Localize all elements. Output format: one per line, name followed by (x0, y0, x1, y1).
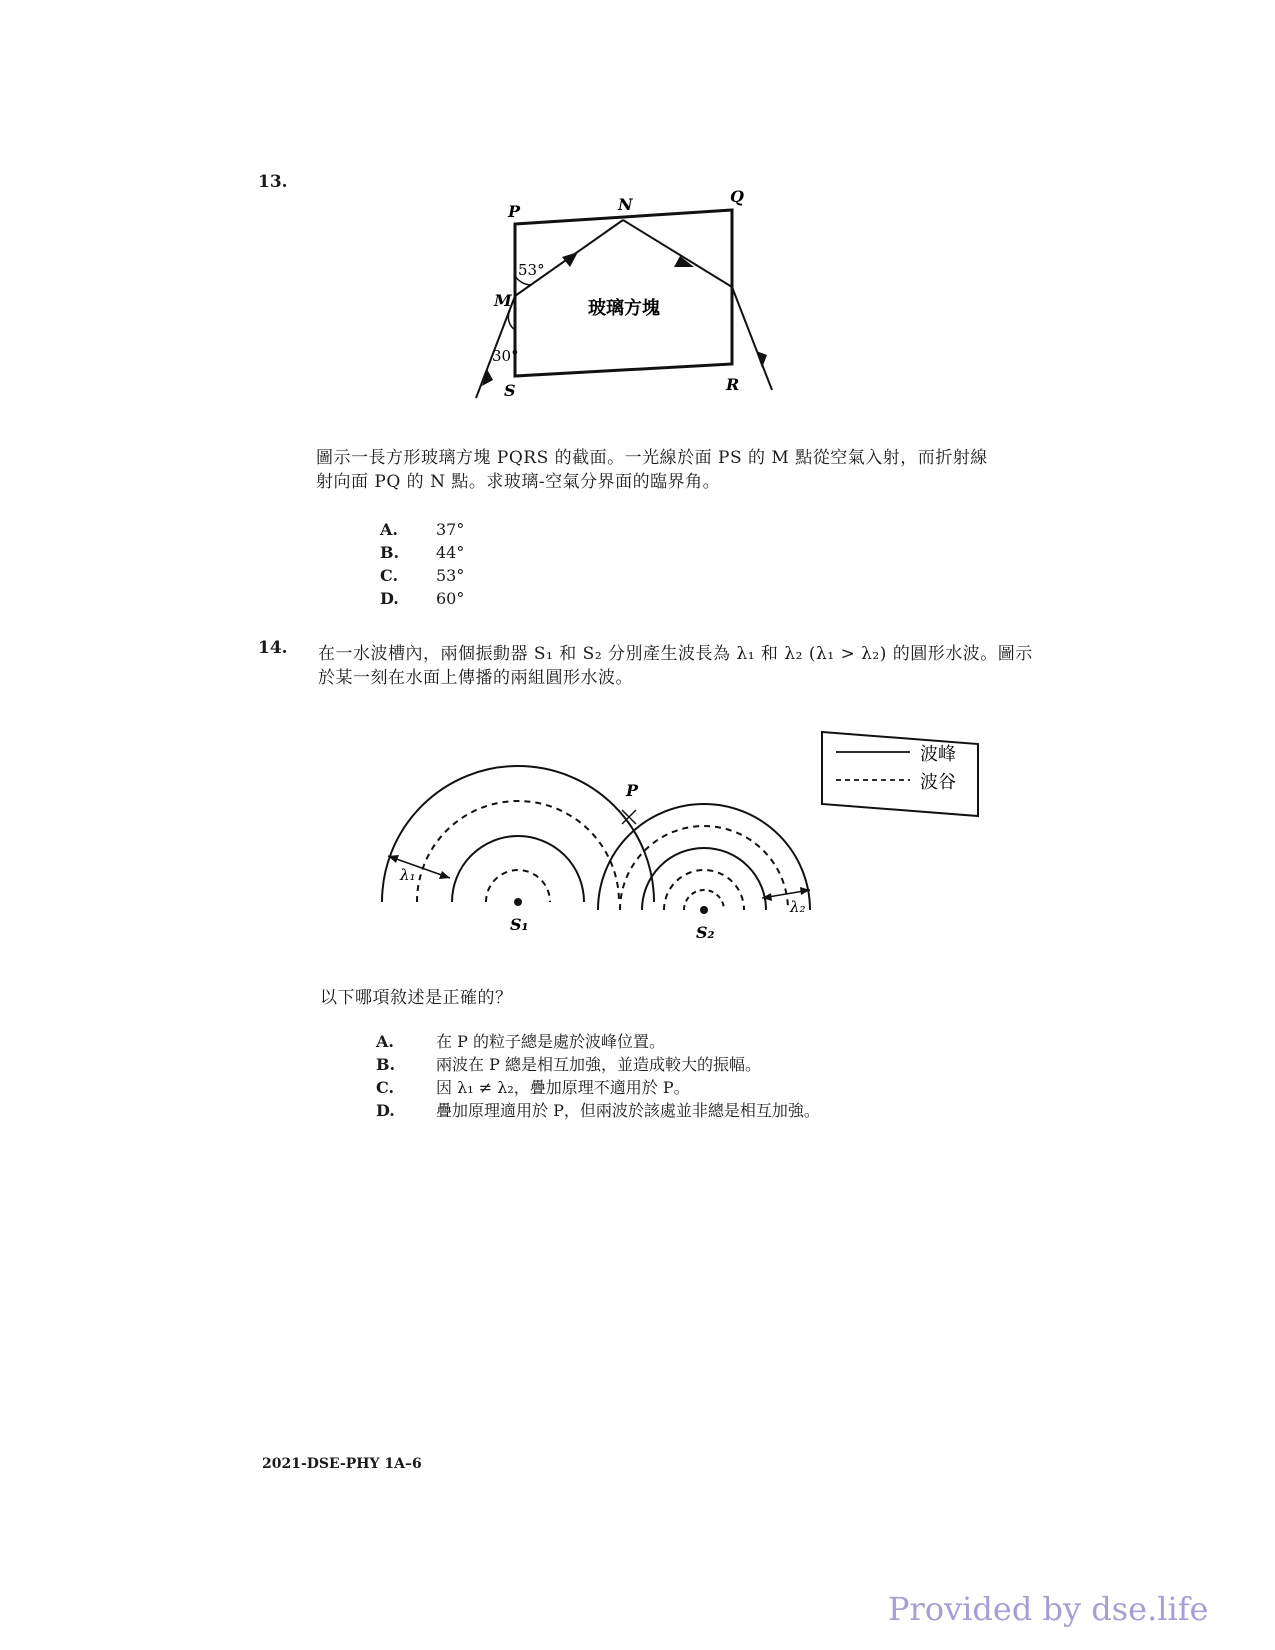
legend-crest-label: 波峰 (920, 744, 956, 765)
q14-option-c[interactable]: C. 因 λ₁ ≠ λ₂，疊加原理不適用於 P。 (376, 1078, 690, 1097)
question-13-text (316, 446, 1036, 494)
glass-block-label: 玻璃方塊 (588, 298, 660, 319)
s1-wave-group (382, 766, 654, 902)
q13-option-d[interactable]: D. 60° (380, 589, 465, 608)
label-Q: Q (730, 187, 744, 206)
page-footer: 2021-DSE-PHY 1A–6 (262, 1456, 422, 1472)
question-13-options (380, 518, 464, 610)
q13-option-c[interactable]: C. 53° (380, 566, 465, 585)
s2-crest-middle (642, 848, 766, 910)
question-14-text (318, 642, 1038, 690)
question-14-number: 14. (258, 638, 288, 658)
question-13-number: 13. (258, 172, 288, 192)
label-P: P (508, 202, 521, 221)
q13-option-a[interactable]: A. 37° (380, 520, 465, 539)
question-14-line-1: 在一水波槽內，兩個振動器 S₁ 和 S₂ 分別產生波長為 λ₁ 和 λ₂ (λ₁ > λ₂) 的圓形水波。圖示 (318, 644, 1033, 664)
label-P: P (626, 781, 639, 800)
q14-option-a[interactable]: A. 在 P 的粒子總是處於波峰位置。 (376, 1032, 665, 1051)
source-s1-dot (514, 898, 522, 906)
refracted-arrow (562, 252, 578, 267)
s1-trough-middle (417, 801, 619, 902)
label-lambda1: λ₁ (400, 866, 416, 884)
glass-block-diagram (460, 180, 800, 410)
label-lambda2: λ₂ (790, 898, 806, 916)
water-wave-diagram (370, 724, 990, 954)
q14-option-b[interactable]: B. 兩波在 P 總是相互加強，並造成較大的振幅。 (376, 1055, 761, 1074)
s1-crest-inner (452, 836, 584, 902)
question-13-line-1: 圖示一長方形玻璃方塊 PQRS 的截面。一光線於面 PS 的 M 點從空氣入射，而折射線 (316, 448, 988, 468)
s2-crest-outer (598, 804, 810, 910)
lambda1-arrowhead-b (439, 871, 450, 879)
q14-option-d[interactable]: D. 疊加原理適用於 P，但兩波於該處並非總是相互加強。 (376, 1101, 820, 1120)
question-14-prompt: 以下哪項敘述是正確的？ (320, 988, 513, 1008)
angle-53-label: 53° (518, 261, 545, 279)
credit-text: Provided by dse.life (888, 1590, 1209, 1628)
source-s2-dot (700, 906, 708, 914)
label-S2: S₂ (696, 923, 715, 942)
label-S: S (504, 381, 516, 400)
s1-trough-inner (486, 870, 550, 902)
label-M: M (494, 291, 512, 310)
s2-wave-group (598, 804, 810, 910)
emergent-arrow (756, 351, 767, 368)
question-14-line-2: 於某一刻在水面上傳播的兩組圓形水波。 (318, 668, 633, 688)
legend-trough-label: 波谷 (920, 772, 956, 793)
reflected-ray (623, 220, 732, 287)
angle-30-label: 30° (492, 347, 519, 365)
glass-block-outline (515, 210, 732, 376)
label-R: R (726, 375, 740, 394)
label-N: N (618, 195, 633, 214)
label-S1: S₁ (510, 915, 529, 934)
question-14-options (376, 1030, 820, 1122)
q13-option-b[interactable]: B. 44° (380, 543, 465, 562)
question-13-line-2: 射向面 PQ 的 N 點。求玻璃-空氣分界面的臨界角。 (316, 472, 721, 492)
s1-crest-outer (382, 766, 654, 902)
